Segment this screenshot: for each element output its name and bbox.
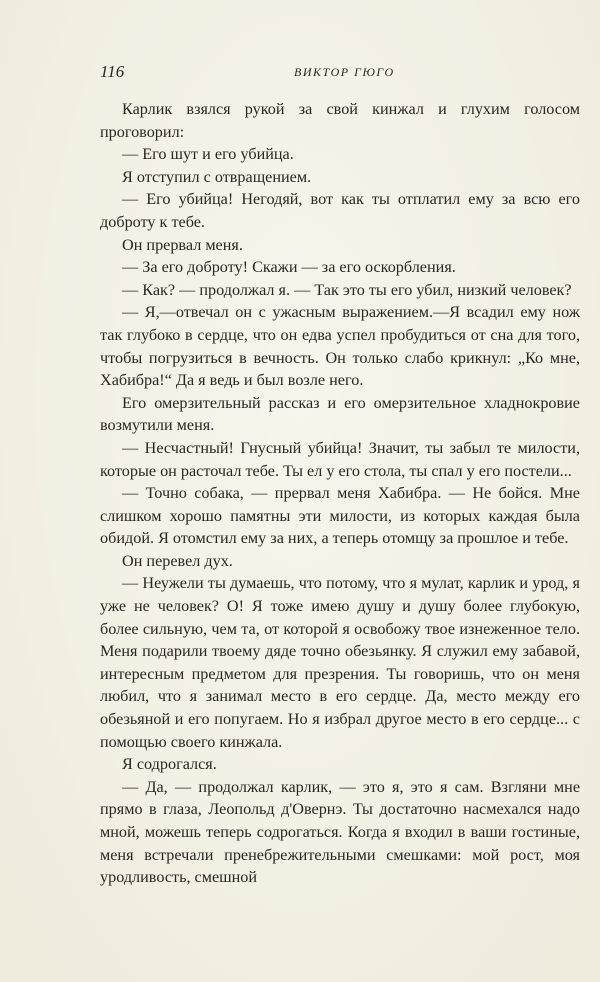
page-number: 116 xyxy=(100,62,125,81)
paragraph: — Его шут и его убийца. xyxy=(122,145,294,164)
body-text xyxy=(100,98,580,889)
paragraph: Карлик взялся рукой за свой кинжал и глухим голосом проговорил: xyxy=(100,100,580,141)
paragraph: Он перевел дух. xyxy=(122,551,233,570)
paragraph: — За его доброту! Скажи — за его оскорбления. xyxy=(122,258,456,277)
paragraph: — Я,—отвечал он с ужасным выражением.—Я всадил ему нож так глубоко в сердце, что он едва успел пробудиться от сна для того, чтобы погрузиться в вечность. Он только слабо крикнул: „Ко мне, Хабибра!“ Да я ведь и был возле него. xyxy=(100,303,580,390)
paragraph: Я отступил с отвращением. xyxy=(122,167,312,186)
running-head: ВИКТОР ГЮГО xyxy=(294,65,395,79)
paragraph: Его омерзительный рассказ и его омерзительное хладнокровие возмутили меня. xyxy=(100,393,580,435)
paragraph: — Неужели ты думаешь, что потому, что я мулат, карлик и урод, я уже не человек? О! Я тоже имею душу и душу более глубокую, более сильную, чем та, от которой я освобожу твое изнеженное тело. Меня подарили твоему дяде точно обезьянку. Я служил ему забавой, интересным предметом для презрения. Ты говоришь, что он меня любил, что я занимал место в его сердце. Да, место между его обезьяной и его попугаем. Но я избрал другое место в его сердце... с помощью своего кинжала. xyxy=(100,574,580,751)
paragraph: Я содрогался. xyxy=(122,755,217,774)
paragraph: — Как? — продолжал я. — Так это ты его убил, низкий человек? xyxy=(122,280,572,299)
paragraph: — Да, — продолжал карлик, — это я, это я сам. Взгляни мне прямо в глаза, Леопольд д'Овернэ. Ты достаточно насмехался надо мной, можешь теперь содрогаться. Когда я входил в ваши гостиные, меня встречали пренебрежительными смешками: мой рост, моя уродливость, смешной xyxy=(100,777,580,887)
paragraph: — Точно собака, — прервал меня Хабибра. — Не бойся. Мне слишком хорошо памятны эти милости, из которых каждая была обидой. Я отомстил ему за них, а теперь отомщу за прошлое и тебе. xyxy=(100,484,580,548)
paragraph: Он прервал меня. xyxy=(122,235,243,254)
paragraph: — Его убийца! Негодяй, вот как ты отплатил ему за всю его доброту к тебе. xyxy=(100,190,580,231)
page-header xyxy=(100,62,580,86)
paragraph: — Несчастный! Гнусный убийца! Значит, ты забыл те милости, которые он расточал тебе. Ты ел у его стола, ты спал у его постели... xyxy=(100,438,580,480)
